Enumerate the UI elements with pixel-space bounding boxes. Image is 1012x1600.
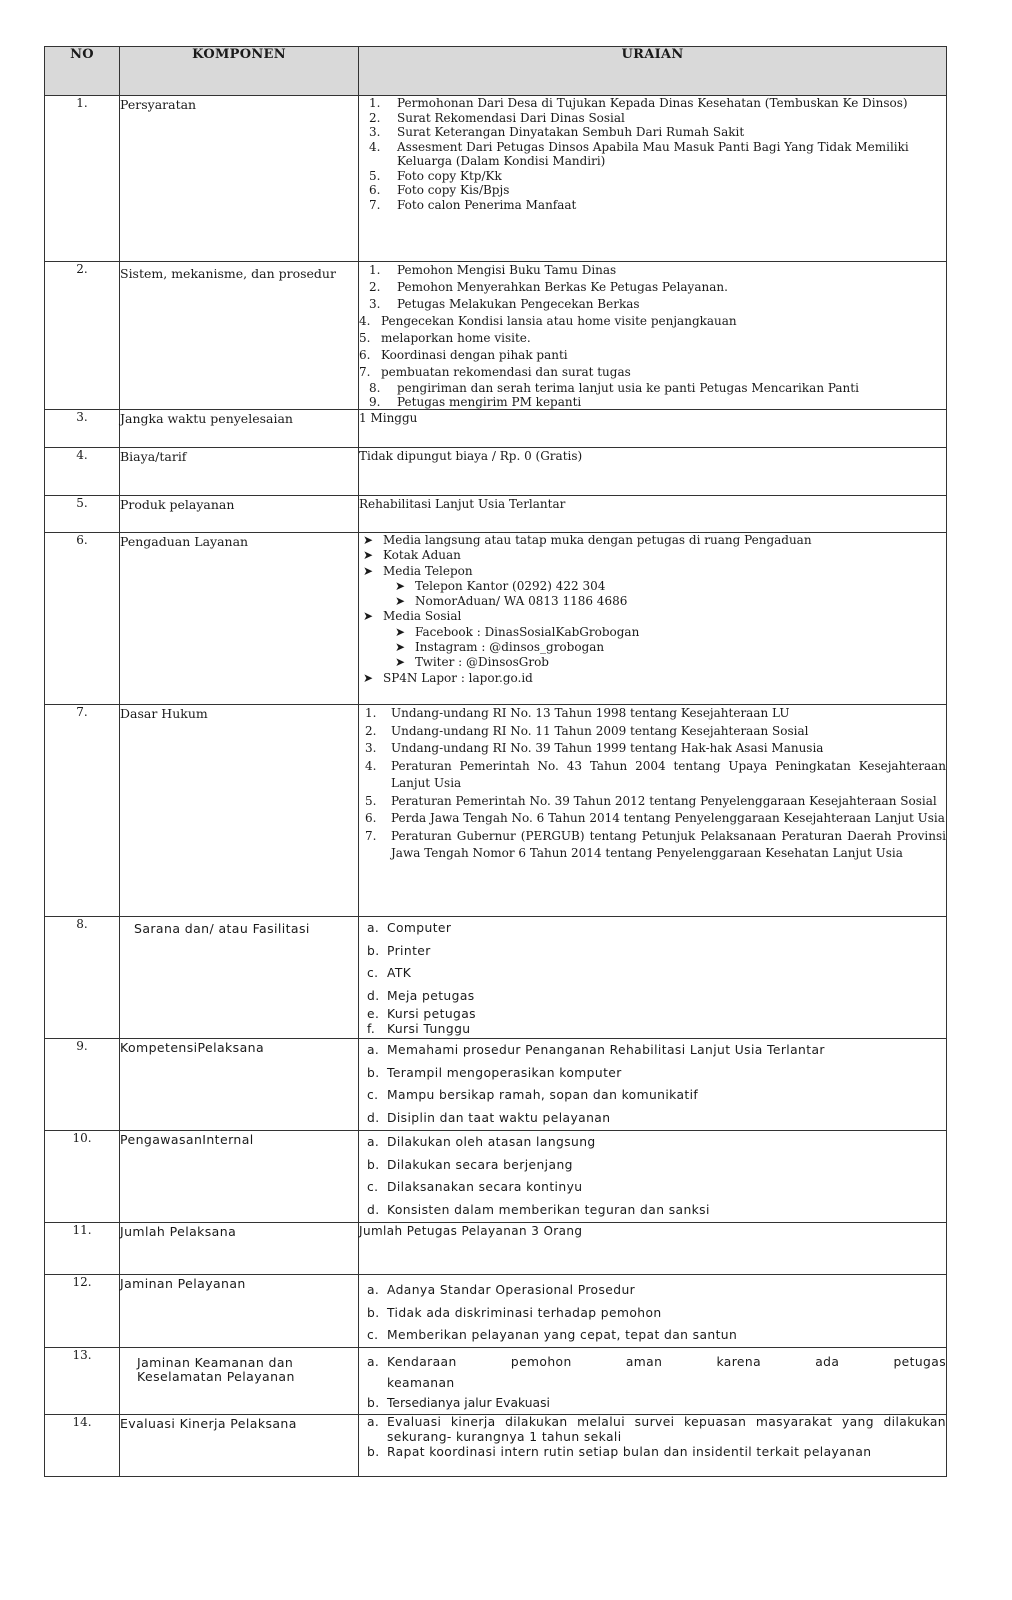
requirements-list bbox=[359, 96, 946, 212]
row-komponen: Sarana dan/ atau Fasilitasi bbox=[120, 917, 359, 1039]
fee-text: Tidak dipungut biaya / Rp. 0 (Gratis) bbox=[359, 449, 583, 463]
row-uraian bbox=[359, 96, 947, 262]
list-item: 3. Surat Keterangan Dinyatakan Sembuh Dari Rumah Sakit bbox=[369, 125, 745, 139]
arrow-bullet-icon: ➤ bbox=[395, 655, 406, 670]
list-item: 1. Permohonan Dari Desa di Tujukan Kepada Dinas Kesehatan (Tembuskan Ke Dinsos) bbox=[369, 96, 908, 110]
row-uraian bbox=[359, 1275, 947, 1348]
row-uraian bbox=[359, 1131, 947, 1223]
header-uraian: URAIAN bbox=[359, 47, 947, 96]
arrow-bullet-icon: ➤ bbox=[395, 640, 406, 655]
list-item: 2. Surat Rekomendasi Dari Dinas Sosial bbox=[369, 110, 625, 125]
table-row bbox=[45, 96, 947, 262]
row-komponen: Jangka waktu penyelesaian bbox=[120, 410, 359, 448]
table-row bbox=[45, 1039, 947, 1131]
row-number: 7. bbox=[45, 705, 120, 917]
row-number: 11. bbox=[45, 1223, 120, 1275]
table-row bbox=[45, 1131, 947, 1223]
list-item: 6. Perda Jawa Tengah No. 6 Tahun 2014 tentang Penyelenggaraan Kesejahteraan Lanjut Usia bbox=[365, 811, 945, 825]
list-item: ➤ SP4N Lapor : lapor.go.id bbox=[359, 671, 946, 686]
list-item: b. Rapat koordinasi intern rutin setiap bulan dan insidentil terkait pelayanan bbox=[367, 1444, 872, 1459]
list-item: c. Memberikan pelayanan yang cepat, tepat dan santun bbox=[367, 1328, 738, 1342]
table-header-row bbox=[45, 47, 947, 96]
table-row bbox=[45, 1414, 947, 1476]
competency-list bbox=[359, 1039, 946, 1129]
row-komponen: Evaluasi Kinerja Pelaksana bbox=[120, 1414, 359, 1476]
table-row bbox=[45, 533, 947, 705]
row-komponen: Dasar Hukum bbox=[120, 705, 359, 917]
list-item: b. Tidak ada diskriminasi terhadap pemohon bbox=[367, 1305, 662, 1320]
list-item: ➤ Media Telepon bbox=[359, 564, 946, 579]
complaint-channels-list bbox=[359, 533, 946, 686]
list-item: 1. Undang-undang RI No. 13 Tahun 1998 tentang Kesejahteraan LU bbox=[365, 706, 790, 720]
table-row bbox=[45, 705, 947, 917]
table-row bbox=[45, 1275, 947, 1348]
table-row bbox=[45, 1223, 947, 1275]
list-item: ➤ NomorAduan/ WA 0813 1186 4686 bbox=[359, 594, 946, 609]
list-item: 5. Peraturan Pemerintah No. 39 Tahun 2012 tentang Penyelenggaraan Kesejahteraan Sosial bbox=[365, 793, 937, 808]
row-komponen: Jaminan Keamanan dan Keselamatan Pelayanan bbox=[120, 1347, 359, 1414]
row-uraian bbox=[359, 705, 947, 917]
list-item: b. Terampil mengoperasikan komputer bbox=[367, 1065, 622, 1080]
list-item: 3. Petugas Melakukan Pengecekan Berkas bbox=[369, 297, 640, 311]
list-item: a. Memahami prosedur Penanganan Rehabilitasi Lanjut Usia Terlantar bbox=[367, 1043, 825, 1057]
staff-count: Jumlah Petugas Pelayanan 3 Orang bbox=[359, 1224, 583, 1238]
list-item: 7. Foto calon Penerima Manfaat bbox=[369, 197, 577, 212]
row-uraian bbox=[359, 1039, 947, 1131]
list-item: d. Disiplin dan taat waktu pelayanan bbox=[367, 1110, 611, 1125]
list-item: 7. Peraturan Gubernur (PERGUB) tentang Petunjuk Pelaksanaan Peraturan Daerah Provinsi Jawa Tengah Nomor 6 Tahun 2014 tentang Penyelenggaraan Kesehatan Lanjut Usia bbox=[365, 828, 946, 860]
row-komponen: KompetensiPelaksana bbox=[120, 1039, 359, 1131]
list-item: 1. Pemohon Mengisi Buku Tamu Dinas bbox=[369, 263, 617, 277]
row-number: 1. bbox=[45, 96, 120, 262]
list-item: c. ATK bbox=[367, 966, 412, 980]
list-item: b. Printer bbox=[367, 943, 431, 958]
header-komponen: KOMPONEN bbox=[120, 47, 359, 96]
table-row bbox=[45, 1347, 947, 1414]
list-item: b. Dilakukan secara berjenjang bbox=[367, 1157, 573, 1172]
row-uraian bbox=[359, 1414, 947, 1476]
legal-basis-list bbox=[359, 705, 946, 863]
list-item: 7. pembuatan rekomendasi dan surat tugas bbox=[359, 365, 631, 379]
row-number: 8. bbox=[45, 917, 120, 1039]
arrow-bullet-icon: ➤ bbox=[363, 548, 374, 563]
row-komponen: Biaya/tarif bbox=[120, 448, 359, 496]
row-komponen: Jaminan Pelayanan bbox=[120, 1275, 359, 1348]
list-item: 5. melaporkan home visite. bbox=[359, 331, 531, 345]
list-item: ➤ Twiter : @DinsosGrob bbox=[359, 655, 946, 670]
list-item: ➤ Kotak Aduan bbox=[359, 548, 946, 563]
row-number: 13. bbox=[45, 1347, 120, 1414]
list-item: ➤ Telepon Kantor (0292) 422 304 bbox=[359, 579, 946, 594]
performance-evaluation-list bbox=[359, 1415, 946, 1460]
row-number: 3. bbox=[45, 410, 120, 448]
list-item: b. Tersedianya jalur Evakuasi bbox=[367, 1395, 550, 1410]
row-uraian bbox=[359, 262, 947, 410]
internal-supervision-list bbox=[359, 1131, 946, 1221]
list-item: a. Evaluasi kinerja dilakukan melalui survei kepuasan masyarakat yang dilakukan sekurang- kurangnya 1 tahun sekali bbox=[367, 1414, 946, 1444]
arrow-bullet-icon: ➤ bbox=[363, 670, 374, 685]
list-item: e. Kursi petugas bbox=[367, 1006, 476, 1021]
row-komponen: Sistem, mekanisme, dan prosedur bbox=[120, 262, 359, 410]
row-uraian bbox=[359, 917, 947, 1039]
row-uraian bbox=[359, 1223, 947, 1275]
list-item: 4. Pengecekan Kondisi lansia atau home visite penjangkauan bbox=[359, 314, 737, 328]
completion-time: 1 Minggu bbox=[359, 411, 418, 425]
arrow-bullet-icon: ➤ bbox=[363, 563, 374, 578]
list-item: c. Dilaksanakan secara kontinyu bbox=[367, 1180, 583, 1194]
arrow-bullet-icon: ➤ bbox=[363, 533, 374, 547]
row-uraian bbox=[359, 410, 947, 448]
list-item: a. Dilakukan oleh atasan langsung bbox=[367, 1135, 596, 1149]
list-item: 2. Undang-undang RI No. 11 Tahun 2009 tentang Kesejahteraan Sosial bbox=[365, 723, 809, 738]
list-item: d. Konsisten dalam memberikan teguran dan sanksi bbox=[367, 1202, 710, 1217]
list-item: a. Adanya Standar Operasional Prosedur bbox=[367, 1283, 636, 1297]
table-row bbox=[45, 410, 947, 448]
row-komponen: Pengaduan Layanan bbox=[120, 533, 359, 705]
list-item: ➤ Media langsung atau tatap muka dengan petugas di ruang Pengaduan bbox=[359, 533, 946, 548]
list-item: a. Computer bbox=[367, 921, 452, 935]
list-item: 3. Undang-undang RI No. 39 Tahun 1999 tentang Hak-hak Asasi Manusia bbox=[365, 741, 824, 755]
table-row bbox=[45, 496, 947, 533]
list-item: 4. Assesment Dari Petugas Dinsos Apabila Mau Masuk Panti Bagi Yang Tidak Memiliki Keluarga (Dalam Kondisi Mandiri) bbox=[369, 139, 909, 168]
service-guarantee-list bbox=[359, 1279, 946, 1347]
list-item: 6. Koordinasi dengan pihak panti bbox=[359, 348, 568, 362]
arrow-bullet-icon: ➤ bbox=[395, 594, 406, 609]
list-item: ➤ Facebook : DinasSosialKabGrobogan bbox=[359, 625, 946, 640]
table-row bbox=[45, 262, 947, 410]
row-uraian bbox=[359, 496, 947, 533]
row-komponen: Jumlah Pelaksana bbox=[120, 1223, 359, 1275]
row-uraian bbox=[359, 448, 947, 496]
list-item: c. Mampu bersikap ramah, sopan dan komunikatif bbox=[367, 1088, 699, 1102]
row-number: 2. bbox=[45, 262, 120, 410]
arrow-bullet-icon: ➤ bbox=[363, 609, 374, 624]
row-number: 4. bbox=[45, 448, 120, 496]
row-komponen: PengawasanInternal bbox=[120, 1131, 359, 1223]
list-item: d. Meja petugas bbox=[367, 988, 475, 1003]
list-item: 6. Foto copy Kis/Bpjs bbox=[369, 183, 510, 197]
facilities-list bbox=[359, 917, 946, 1037]
list-item: a. Kendaraan pemohon aman karena ada petugas keamanan bbox=[367, 1354, 946, 1390]
list-item: 5. Foto copy Ktp/Kk bbox=[369, 168, 502, 183]
list-item: ➤ Instagram : @dinsos_grobogan bbox=[359, 640, 946, 655]
row-number: 12. bbox=[45, 1275, 120, 1348]
row-uraian bbox=[359, 1347, 947, 1414]
list-item: f. Kursi Tunggu bbox=[367, 1021, 471, 1036]
procedure-list bbox=[359, 262, 946, 409]
list-item: 2. Pemohon Menyerahkan Berkas Ke Petugas Pelayanan. bbox=[369, 280, 728, 294]
row-komponen: Persyaratan bbox=[120, 96, 359, 262]
row-number: 10. bbox=[45, 1131, 120, 1223]
service-standard-table bbox=[44, 46, 947, 1477]
list-item: ➤ Media Sosial bbox=[359, 609, 946, 624]
row-number: 6. bbox=[45, 533, 120, 705]
header-no: NO bbox=[45, 47, 120, 96]
row-number: 5. bbox=[45, 496, 120, 533]
row-number: 9. bbox=[45, 1039, 120, 1131]
list-item: 8. pengiriman dan serah terima lanjut usia ke panti Petugas Mencarikan Panti bbox=[369, 381, 859, 395]
arrow-bullet-icon: ➤ bbox=[395, 624, 406, 639]
table-row bbox=[45, 917, 947, 1039]
arrow-bullet-icon: ➤ bbox=[395, 578, 406, 593]
table-row bbox=[45, 448, 947, 496]
row-uraian bbox=[359, 533, 947, 705]
row-komponen: Produk pelayanan bbox=[120, 496, 359, 533]
list-item: 9. Petugas mengirim PM kepanti bbox=[369, 395, 582, 409]
row-number: 14. bbox=[45, 1414, 120, 1476]
security-guarantee-list bbox=[359, 1352, 946, 1413]
list-item: 4. Peraturan Pemerintah No. 43 Tahun 2004 tentang Upaya Peningkatan Kesejahteraan Lanjut Usia bbox=[365, 758, 946, 790]
service-product: Rehabilitasi Lanjut Usia Terlantar bbox=[359, 497, 566, 511]
